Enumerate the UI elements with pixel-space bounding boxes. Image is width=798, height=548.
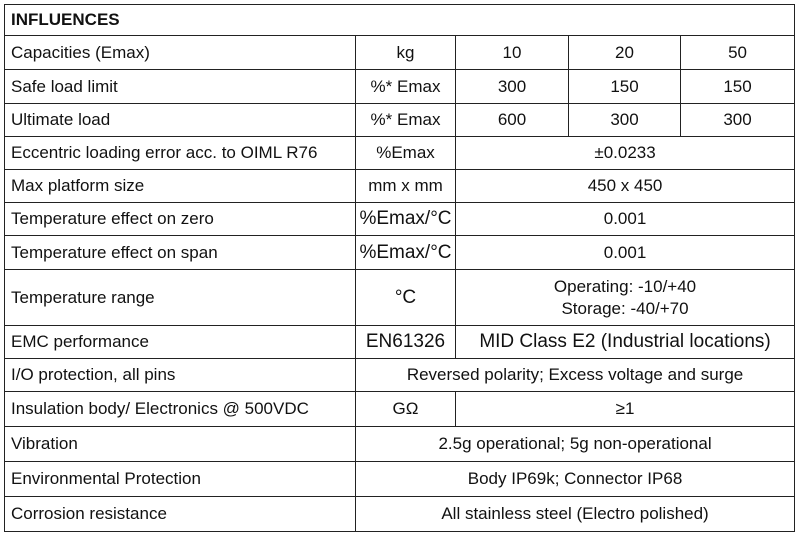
cell-value: 600 <box>456 104 569 137</box>
cell-value: ±0.0233 <box>456 137 795 170</box>
row-label: Eccentric loading error acc. to OIML R76 <box>5 137 356 170</box>
row-label: Ultimate load <box>5 104 356 137</box>
row-label: EMC performance <box>5 326 356 359</box>
row-unit: °C <box>356 270 456 326</box>
cell-value: Reversed polarity; Excess voltage and surge <box>356 359 795 392</box>
row-label: Temperature effect on zero <box>5 203 356 236</box>
row-label: I/O protection, all pins <box>5 359 356 392</box>
row-label: Corrosion resistance <box>5 497 356 532</box>
table-title: INFLUENCES <box>5 5 795 36</box>
table-row <box>5 392 795 427</box>
cell-value: 150 <box>569 70 681 104</box>
cell-value: 10 <box>456 36 569 70</box>
cell-value: 20 <box>569 36 681 70</box>
table-row <box>5 203 795 236</box>
cell-value: 300 <box>569 104 681 137</box>
operating-range: Operating: -10/+40 <box>553 276 697 296</box>
row-unit: %Emax/°C <box>356 236 456 270</box>
row-unit: GΩ <box>356 392 456 427</box>
cell-value: 450 x 450 <box>456 170 795 203</box>
row-label: Environmental Protection <box>5 462 356 497</box>
table-row <box>5 427 795 462</box>
row-unit: kg <box>356 36 456 70</box>
cell-value: ≥1 <box>456 392 795 427</box>
table-title-row <box>5 5 795 36</box>
row-label: Vibration <box>5 427 356 462</box>
row-label: Safe load limit <box>5 70 356 104</box>
table-row <box>5 137 795 170</box>
row-unit: %* Emax <box>356 70 456 104</box>
row-label: Capacities (Emax) <box>5 36 356 70</box>
row-unit: %Emax/°C <box>356 203 456 236</box>
cell-value <box>456 270 795 326</box>
row-unit: %Emax <box>356 137 456 170</box>
cell-value: 300 <box>456 70 569 104</box>
cell-value: 0.001 <box>456 236 795 270</box>
influences-table <box>4 4 795 532</box>
cell-value: All stainless steel (Electro polished) <box>356 497 795 532</box>
table-row <box>5 170 795 203</box>
row-unit: %* Emax <box>356 104 456 137</box>
cell-value: 150 <box>681 70 795 104</box>
row-label: Temperature effect on span <box>5 236 356 270</box>
table-row <box>5 36 795 70</box>
table-row <box>5 70 795 104</box>
row-label: Insulation body/ Electronics @ 500VDC <box>5 392 356 427</box>
row-label: Max platform size <box>5 170 356 203</box>
row-label: Temperature range <box>5 270 356 326</box>
cell-value: 2.5g operational; 5g non-operational <box>356 427 795 462</box>
storage-range: Storage: -40/+70 <box>561 298 689 318</box>
table-row <box>5 236 795 270</box>
cell-value: MID Class E2 (Industrial locations) <box>456 326 795 359</box>
row-unit: mm x mm <box>356 170 456 203</box>
cell-value: 0.001 <box>456 203 795 236</box>
row-unit: EN61326 <box>356 326 456 359</box>
cell-value: 50 <box>681 36 795 70</box>
cell-value: Body IP69k; Connector IP68 <box>356 462 795 497</box>
table-row <box>5 326 795 359</box>
table-row <box>5 462 795 497</box>
table-row <box>5 359 795 392</box>
table-row <box>5 104 795 137</box>
table-row <box>5 497 795 532</box>
table-row <box>5 270 795 326</box>
cell-value: 300 <box>681 104 795 137</box>
